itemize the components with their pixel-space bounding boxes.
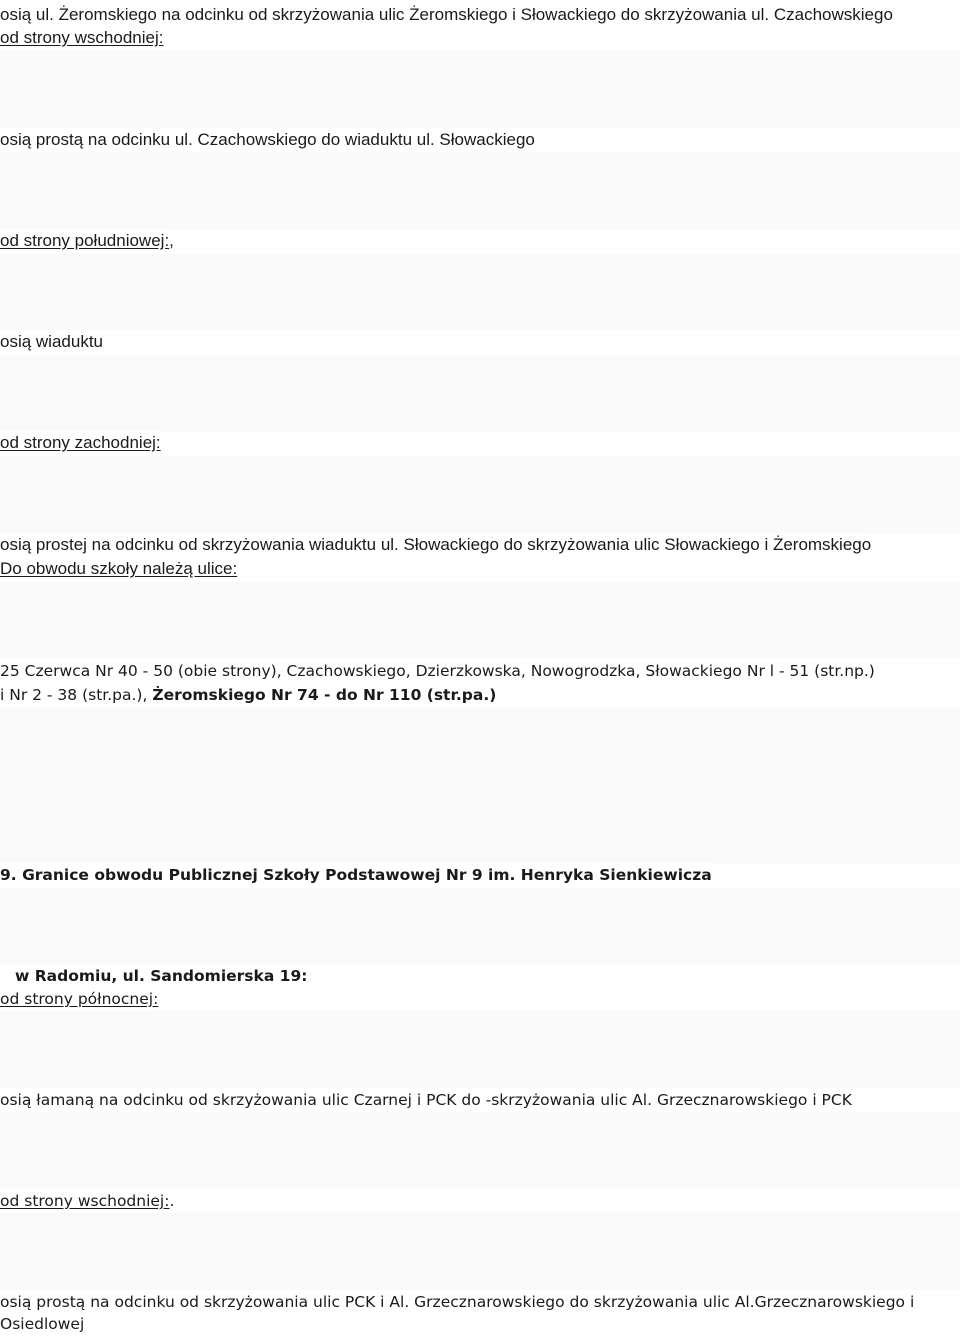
background-band	[0, 254, 960, 330]
north-heading: od strony północnej:	[0, 987, 158, 1011]
north-boundary-text: osią łamaną na odcinku od skrzyżowania ulic Czarnej i PCK do -skrzyżowania ulic Al. Grzecznarowskiego i PCK	[0, 1088, 852, 1112]
background-band	[0, 152, 960, 230]
east-boundary-text: osią prostą na odcinku ul. Czachowskiego do wiaduktu ul. Słowackiego	[0, 128, 535, 152]
section-9-subtitle: w Radomiu, ul. Sandomierska 19:	[0, 964, 865, 988]
background-band	[0, 1112, 960, 1188]
background-band	[0, 356, 960, 432]
east2-heading-suffix: .	[169, 1192, 175, 1210]
background-band	[0, 1212, 960, 1290]
background-band	[0, 50, 960, 128]
background-band	[0, 708, 960, 864]
east2-boundary-text-2: Osiedlowej	[0, 1312, 84, 1336]
section-9-title: 9. Granice obwodu Publicznej Szkoły Podstawowej Nr 9 im. Henryka Sienkiewicza	[0, 863, 712, 887]
background-band	[0, 456, 960, 534]
east2-boundary-text: osią prostą na odcinku od skrzyżowania ulic PCK i Al. Grzecznarowskiego do skrzyżowania ulic Al.Grzecznarowskiego i	[0, 1290, 914, 1314]
background-band	[0, 888, 960, 964]
south-boundary-text: osią wiaduktu	[0, 330, 103, 354]
west-heading: od strony zachodniej:	[0, 431, 161, 455]
south-heading-line	[0, 229, 174, 253]
streets-list-bold: Żeromskiego Nr 74 - do Nr 110 (str.pa.)	[152, 686, 497, 704]
south-heading-suffix: ,	[169, 231, 174, 250]
streets-list-line-2	[0, 683, 496, 707]
west-boundary-text: osią prostej na odcinku od skrzyżowania wiaduktu ul. Słowackiego do skrzyżowania ulic Słowackiego i Żeromskiego	[0, 533, 871, 557]
east2-heading: od strony wschodniej:	[0, 1192, 170, 1210]
streets-list-line: 25 Czerwca Nr 40 - 50 (obie strony), Czachowskiego, Dzierzkowska, Nowogrodzka, Słowackiego Nr l - 51 (str.np.)	[0, 659, 875, 683]
east-heading: od strony wschodniej:	[0, 26, 163, 50]
south-heading: od strony południowej:	[0, 231, 170, 250]
background-band	[0, 582, 960, 658]
boundary-text-line: osią ul. Żeromskiego na odcinku od skrzyżowania ulic Żeromskiego i Słowackiego do skrzyżowania ul. Czachowskiego	[0, 3, 893, 27]
streets-heading: Do obwodu szkoły należą ulice:	[0, 557, 237, 581]
background-band	[0, 1010, 960, 1088]
streets-list-plain: i Nr 2 - 38 (str.pa.),	[0, 686, 153, 704]
east2-heading-line	[0, 1189, 174, 1213]
